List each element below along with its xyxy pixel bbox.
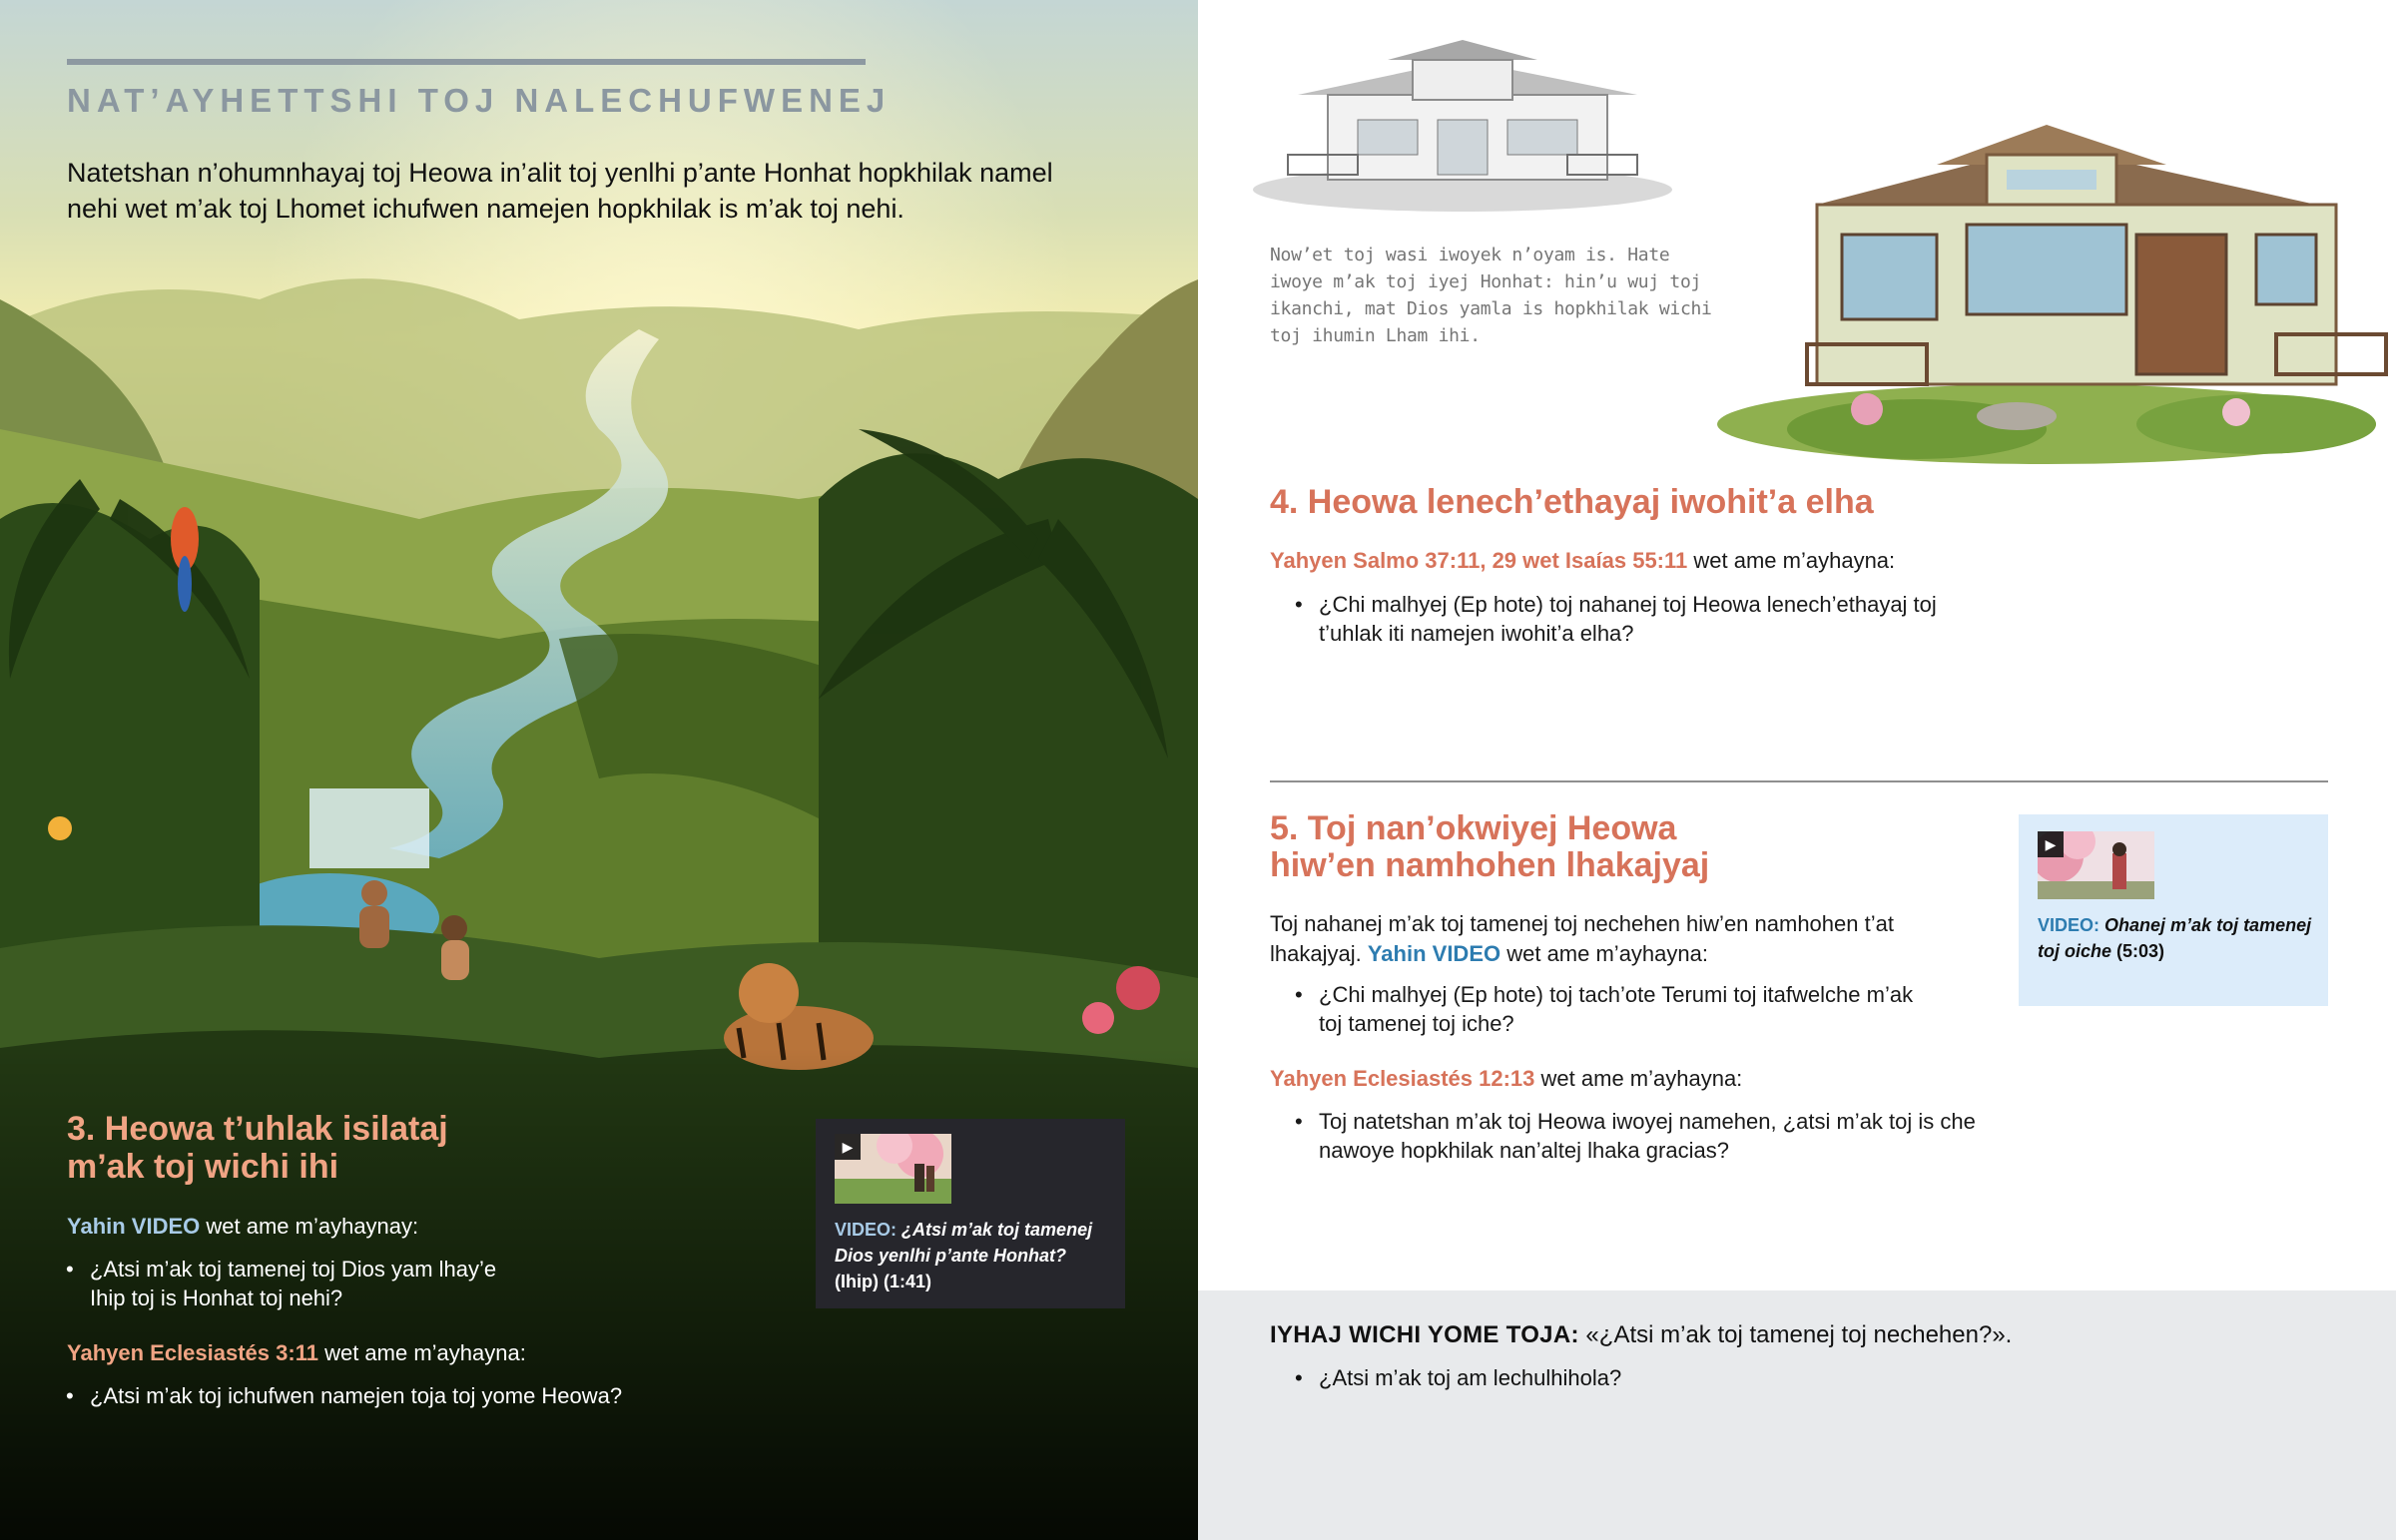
scripture-link-eclesiastes-3-11[interactable]: Yahyen Eclesiastés 3:11	[67, 1340, 318, 1365]
discussion-prompt	[1270, 1319, 2012, 1351]
video-thumbnail[interactable]	[2038, 831, 2154, 899]
section-5-body	[1270, 909, 1909, 969]
video-thumbnail[interactable]	[835, 1134, 951, 1204]
video-caption	[835, 1217, 1114, 1294]
section-5-title: 5. Toj nan’okwiyej Heowa hiw’en namhohen lhakajyaj	[1270, 809, 1710, 885]
play-icon[interactable]: ▶	[835, 1134, 861, 1160]
video-card-terumi[interactable]	[2019, 814, 2328, 1006]
instruction-text: wet ame m’ayhayna:	[1687, 548, 1896, 573]
section-5-read-instruction	[1270, 1064, 1742, 1094]
house-sketch-illustration	[1238, 30, 1677, 215]
section-3-title: 3. Heowa t’uhlak isilataj m’ak toj wichi ihi	[67, 1110, 448, 1187]
watch-video-link[interactable]: Yahin VIDEO	[67, 1214, 201, 1239]
section-divider	[1270, 780, 2328, 782]
section-5-question-1: • ¿Chi malhyej (Ep hote) toj tach’ote Terumi toj itafwelche m’ak toj tamenej toj iche?	[1319, 980, 1938, 1038]
section-kicker: NAT’AYHETTSHI TOJ NALECHUFWENEJ	[67, 82, 892, 119]
video-meta: (Ihip) (1:41)	[835, 1272, 931, 1291]
instruction-text: wet ame m’ayhayna:	[1534, 1066, 1743, 1091]
instruction-text: wet ame m’ayhayna:	[317, 1340, 526, 1365]
section-3-video-instruction	[67, 1212, 418, 1242]
intro-paragraph: Natetshan n’ohumnhayaj toj Heowa in’alit toj yenlhi p’ante Honhat hopkhilak namel nehi wet m’ak toj Lhomet ichufwen namejen hopkhilak is m’ak toj nehi.	[67, 158, 1053, 225]
video-card-paradise[interactable]	[816, 1119, 1125, 1308]
section-4-read-instruction	[1270, 546, 1895, 576]
section-5-question-2: • Toj natetshan m’ak toj Heowa iwoyej namehen, ¿atsi m’ak toj is che nawoye hopkhilak nan’altej lhaka gracias?	[1319, 1107, 1978, 1165]
discussion-bullet: • ¿Atsi m’ak toj am lechulhihola?	[1319, 1363, 1621, 1392]
scripture-link-salmo-isaias[interactable]: Yahyen Salmo 37:11, 29 wet Isaías 55:11	[1270, 548, 1688, 573]
video-label: VIDEO:	[835, 1220, 898, 1240]
discussion-label: IYHAJ WICHI YOME TOJA:	[1270, 1321, 1579, 1348]
section-4-title: 4. Heowa lenech’ethayaj iwohit’a elha	[1270, 483, 1874, 521]
video-title[interactable]: ¿Atsi m’ak toj tamenej Dios yenlhi p’ante Honhat?	[835, 1220, 1093, 1266]
kicker-rule	[67, 59, 866, 65]
right-page	[1198, 0, 2396, 1540]
house-restored-illustration	[1717, 125, 2396, 469]
video-caption	[2038, 912, 2317, 964]
section-3-read-instruction	[67, 1338, 526, 1368]
section-5-body-text: Toj nahanej m’ak toj tamenej toj nechehen hiw’en namhohen t’at lhakajyaj.	[1270, 911, 1894, 966]
instruction-text: wet ame m’ayhaynay:	[200, 1214, 419, 1239]
play-icon[interactable]: ▶	[2038, 831, 2064, 857]
discussion-question: «¿Atsi m’ak toj tamenej toj nechehen?».	[1578, 1321, 2013, 1348]
scripture-link-eclesiastes-12-13[interactable]: Yahyen Eclesiastés 12:13	[1270, 1066, 1535, 1091]
section-3-question-2: • ¿Atsi m’ak toj ichufwen namejen toja toj yome Heowa?	[90, 1381, 789, 1410]
video-meta: (5:03)	[2116, 941, 2165, 961]
watch-video-link[interactable]: Yahin VIDEO	[1367, 941, 1501, 966]
section-4-question-1: • ¿Chi malhyej (Ep hote) toj nahanej toj Heowa lenech’ethayaj toj t’uhlak iti namejen iwohit’a elha?	[1319, 590, 1958, 648]
photo-caption: Now’et toj wasi iwoyek n’oyam is. Hate iwoye m’ak toj iyej Honhat: hin’u wuj toj ikanchi, mat Dios yamla is hopkhilak wichi toj ihumin Lham ihi.	[1270, 245, 1712, 346]
instruction-text: wet ame m’ayhayna:	[1500, 941, 1708, 966]
video-label: VIDEO:	[2038, 915, 2100, 935]
video-title[interactable]: Ohanej m’ak toj tamenej toj oiche	[2038, 915, 2312, 961]
section-3-question-1: • ¿Atsi m’ak toj tamenej toj Dios yam lhay’e Ihip toj is Honhat toj nehi?	[90, 1255, 529, 1312]
